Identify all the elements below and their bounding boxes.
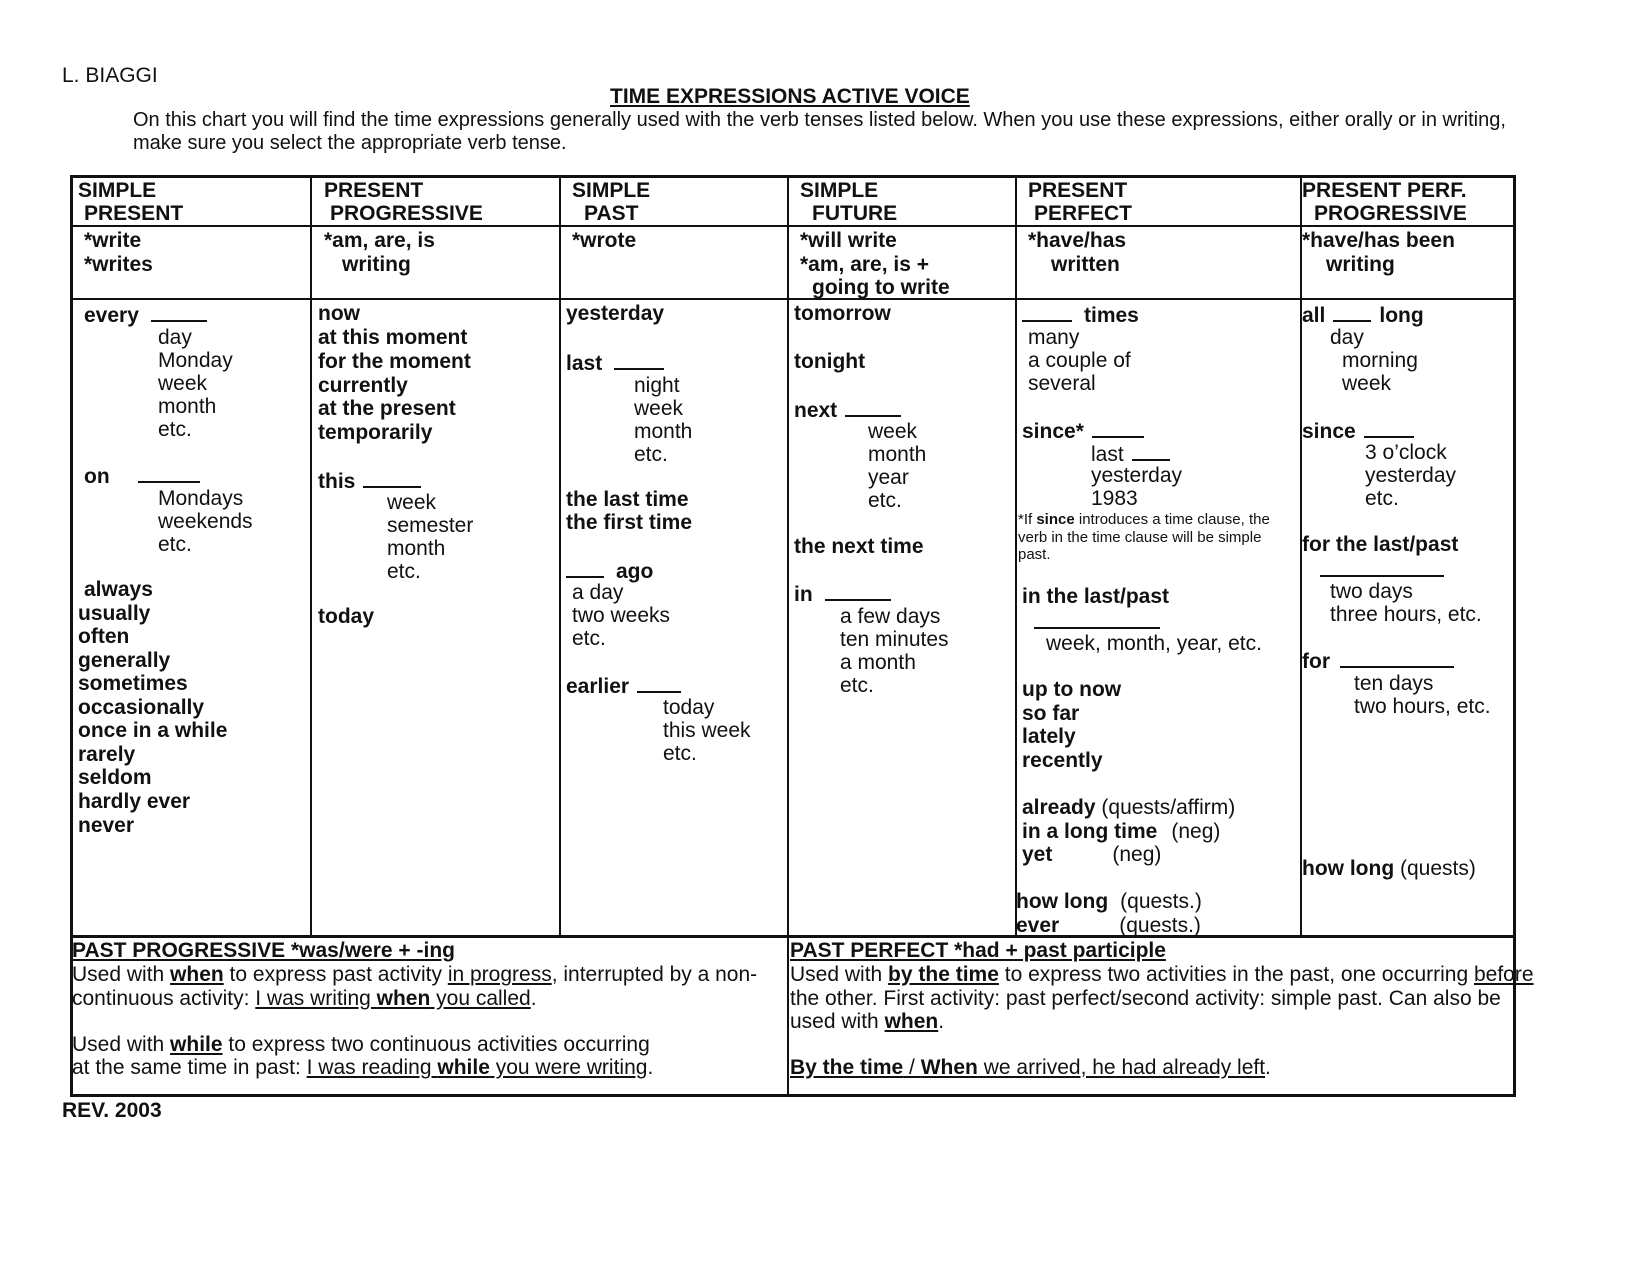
col3-ago-item: a day [572,581,624,604]
col3-ago-item: etc. [572,627,606,650]
col5-upto-item: up to now [1022,678,1122,701]
col1-every-item: day [158,326,192,349]
col4-header-line2: FUTURE [812,202,898,225]
col3-earlier-item: etc. [663,742,697,765]
col1-freq-item: usually [78,602,151,625]
col4-form-2: *am, are, is + [800,253,930,276]
col6-all-long: all long [1302,304,1424,327]
col1-on-item: etc. [158,533,192,556]
col6-form-1: *have/has been [1302,229,1455,252]
col1-form-2: *writes [84,253,153,276]
col3-last-item: week [634,397,684,420]
col6-since-item: yesterday [1365,464,1457,487]
col5-since-note: past. [1018,546,1051,563]
col5-form-1: *have/has [1028,229,1127,252]
col4-in-item: a month [840,651,916,674]
col4-form-3: going to write [812,276,950,299]
col1-freq-item: never [78,814,135,837]
col4-in-item: a few days [840,605,941,628]
col1-freq-item: seldom [78,766,152,789]
col4-next-item: etc. [868,489,902,512]
col4-tonight: tonight [794,350,866,373]
col4-in: in [794,581,891,607]
col5-upto-item: recently [1022,749,1103,772]
col4-form-1: *will write [800,229,897,252]
col6-form-2: writing [1326,253,1395,276]
col1-on: on [84,463,200,489]
col4-next-item: year [868,466,909,489]
col2-item: now [318,302,360,325]
col6-for-last-item: two days [1330,580,1413,603]
col1-every-item: etc. [158,418,192,441]
past-progressive-line: continuous activity: I was writing when you called. [72,987,537,1010]
col6-for-last: for the last/past [1302,533,1459,556]
col5-times: times [1022,302,1139,328]
col3-last-item: etc. [634,443,668,466]
col2-item: at this moment [318,326,468,349]
col6-for-item: two hours, etc. [1354,695,1491,718]
col5-yet: yet (neg) [1022,843,1162,866]
col4-in-item: ten minutes [840,628,949,651]
col4-next-item: month [868,443,927,466]
col3-last-item: night [634,374,680,397]
col2-this-item: semester [387,514,474,537]
col2-this: this [318,468,421,494]
col5-in-last: in the last/past [1022,585,1170,608]
col3-last-time: the last time [566,488,689,511]
col3-earlier-item: this week [663,719,751,742]
col2-this-item: etc. [387,560,421,583]
col6-all-item: morning [1342,349,1418,372]
col6-all-item: day [1330,326,1364,349]
past-progressive-line: Used with while to express two continuous activities occurring [72,1033,650,1056]
col2-item: temporarily [318,421,433,444]
col5-how-long: how long (quests.) [1016,890,1202,913]
col6-how-long: how long (quests) [1302,857,1476,880]
col1-freq-item: once in a while [78,719,228,742]
intro-line-2: make sure you select the appropriate verb tense. [133,132,567,154]
col4-tomorrow: tomorrow [794,302,891,325]
col2-header-line2: PROGRESSIVE [330,202,483,225]
past-perfect-line: Used with by the time to express two activities in the past, one occurring before [790,963,1534,986]
col1-on-item: Mondays [158,487,244,510]
col5-upto-item: lately [1022,725,1076,748]
col6-for-item: ten days [1354,672,1434,695]
col5-since-item: 1983 [1091,487,1138,510]
col5-since-note: *If since introduces a time clause, the [1018,511,1270,528]
col3-ago-item: two weeks [572,604,671,627]
col5-in-last-items: week, month, year, etc. [1046,632,1262,655]
past-progressive-line: at the same time in past: I was reading while you were writing. [72,1056,654,1079]
col3-first-time: the first time [566,511,693,534]
revision: REV. 2003 [62,1099,162,1122]
col4-next-time: the next time [794,535,924,558]
col1-freq-item: generally [78,649,171,672]
col6-header-line1: PRESENT PERF. [1302,179,1467,202]
author: L. BIAGGI [62,64,158,87]
col1-every-item: month [158,395,217,418]
col5-times-item: several [1028,372,1096,395]
col5-long-time: in a long time (neg) [1022,820,1221,843]
col5-header-line2: PERFECT [1034,202,1133,225]
col3-header-line2: PAST [584,202,639,225]
col5-already: already (quests/affirm) [1022,796,1236,819]
col5-ever: ever (quests.) [1016,914,1201,937]
col2-item: for the moment [318,350,471,373]
col4-next: next [794,397,901,423]
col3-last-item: month [634,420,693,443]
col2-form-2: writing [342,253,411,276]
col6-since-item: 3 o’clock [1365,441,1447,464]
col3-last: last [566,350,664,376]
col2-header-line1: PRESENT [324,179,424,202]
col5-since-note: verb in the time clause will be simple [1018,529,1262,546]
col5-since-item: yesterday [1091,464,1183,487]
col1-freq-item: hardly ever [78,790,191,813]
col4-header-line1: SIMPLE [800,179,879,202]
past-perfect-title: PAST PERFECT *had + past participle [790,939,1166,962]
col1-on-item: weekends [158,510,253,533]
past-progressive-line: Used with when to express past activity in progress, interrupted by a non- [72,963,758,986]
col4-next-item: week [868,420,918,443]
col5-header-line1: PRESENT [1028,179,1128,202]
col1-freq-item: occasionally [78,696,205,719]
col1-form-1: *write [84,229,142,252]
col6-for-last-item: three hours, etc. [1330,603,1482,626]
col1-every: every [84,302,207,328]
col2-this-item: week [387,491,437,514]
col6-all-item: week [1342,372,1392,395]
col3-yesterday: yesterday [566,302,665,325]
col6-since: since [1302,418,1414,444]
col3-earlier-item: today [663,696,715,719]
col1-freq-item: rarely [78,743,136,766]
intro-line-1: On this chart you will find the time expressions generally used with the verb tenses listed below. When you use these expressions, either orally or in writing, [133,109,1506,131]
col6-for: for [1302,648,1454,674]
col4-in-item: etc. [840,674,874,697]
page-title: TIME EXPRESSIONS ACTIVE VOICE [610,85,970,108]
col5-in-last-blank [1034,627,1160,629]
col2-item: at the present [318,397,456,420]
past-progressive-title: PAST PROGRESSIVE *was/were + -ing [72,939,455,962]
col3-header-line1: SIMPLE [572,179,651,202]
col3-form-1: *wrote [572,229,637,252]
col6-since-item: etc. [1365,487,1399,510]
col2-item: currently [318,374,408,397]
col5-since-last: last [1091,441,1170,467]
col2-form-1: *am, are, is [324,229,435,252]
col5-form-2: written [1051,253,1120,276]
past-perfect-line: By the time / When we arrived, he had already left. [790,1056,1271,1079]
past-perfect-line: used with when. [790,1010,945,1033]
past-perfect-line: the other. First activity: past perfect/second activity: simple past. Can also be [790,987,1501,1010]
col1-header-line1: SIMPLE [78,179,157,202]
col1-freq-item: often [78,625,130,648]
col6-for-last-blank [1320,575,1444,577]
col5-upto-item: so far [1022,702,1080,725]
col5-times-item: many [1028,326,1080,349]
col5-times-item: a couple of [1028,349,1131,372]
col2-today: today [318,605,375,628]
col5-since: since* [1022,418,1144,444]
col3-earlier: earlier [566,673,681,699]
col2-this-item: month [387,537,446,560]
col3-ago: ago [566,558,653,584]
col6-header-line2: PROGRESSIVE [1314,202,1467,225]
col1-every-item: week [158,372,208,395]
col1-every-item: Monday [158,349,233,372]
col1-header-line2: PRESENT [84,202,184,225]
col1-freq-item: always [84,578,153,601]
col1-freq-item: sometimes [78,672,188,695]
